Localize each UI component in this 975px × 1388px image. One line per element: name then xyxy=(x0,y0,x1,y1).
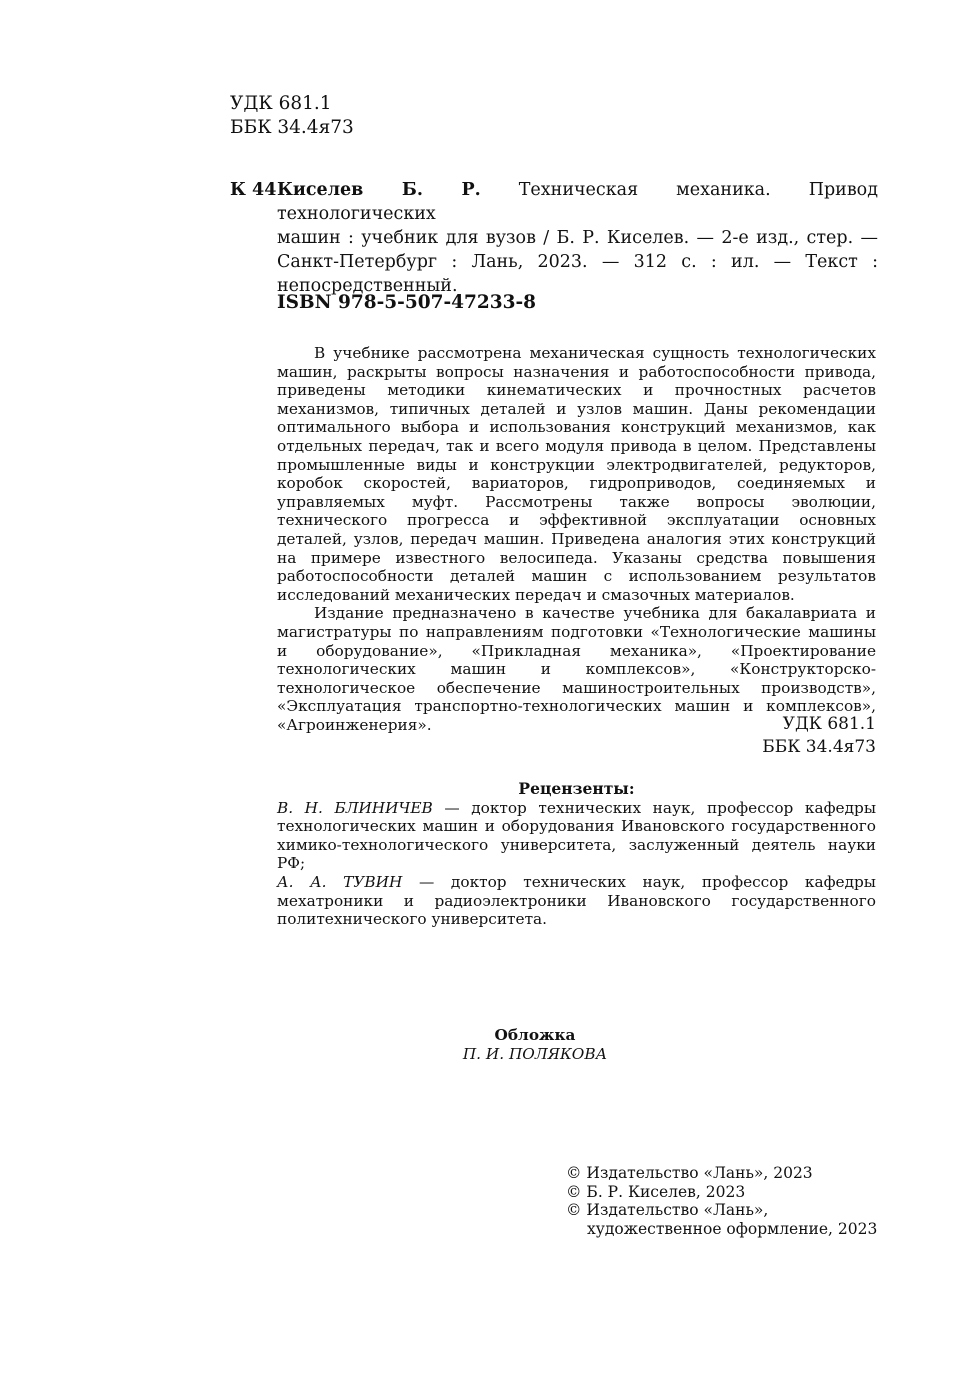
title-line: Техническая механика. Привод технологических xyxy=(277,180,878,224)
copyright-line-3: © Издательство «Лань», xyxy=(566,1201,769,1220)
bottom-classification-codes xyxy=(700,713,876,759)
udk-code-bottom: УДК 681.1 xyxy=(782,714,876,734)
author-mark: К 44 xyxy=(230,180,277,200)
isbn: ISBN 978-5-507-47233-8 xyxy=(277,292,537,313)
author-name: Киселев Б. Р. xyxy=(277,180,481,200)
copyright-line-1: © Издательство «Лань», 2023 xyxy=(566,1164,813,1182)
cover-credit xyxy=(380,1026,690,1063)
bibliographic-description xyxy=(277,178,878,298)
annotation-paragraph-2: Издание предназначено в качестве учебника для бакалавриата и магистратуры по направлениям подготовки «Технологические машины и оборудование», «Прикладная механика», «Проектирование технологических машин и комплексов», «Конструкторско-технологическое обеспечение машиностроительных производств», «Эксплуатация транспортно-технологических машин и комплексов», «Агроинженерия». xyxy=(277,604,876,734)
copyright-block xyxy=(566,1164,886,1238)
reviewer-2-text: — доктор технических наук, профессор кафедры мехатроники и радиоэлектроники Ивановского государственного политехнического университета. xyxy=(277,872,876,929)
reviewer-1 xyxy=(277,799,876,873)
cover-heading: Обложка xyxy=(494,1026,576,1044)
cover-artist: П. И. ПОЛЯКОВА xyxy=(462,1044,608,1063)
reviewer-2-name: А. А. ТУВИН xyxy=(277,872,403,891)
reviewers-section xyxy=(277,780,876,929)
reviewer-2 xyxy=(277,873,876,929)
bbk-code: ББК 34.4я73 xyxy=(230,117,354,138)
copyright-line-2: © Б. Р. Киселев, 2023 xyxy=(566,1182,746,1201)
publication-details: машин : учебник для вузов / Б. Р. Киселев. — 2-е изд., стер. — Санкт-Петербург : Лань, 2023. — 312 с. : ил. — Текст : непосредственный. xyxy=(277,228,878,296)
bbk-code-bottom: ББК 34.4я73 xyxy=(762,737,876,757)
reviewer-1-name: В. Н. БЛИНИЧЕВ xyxy=(277,798,433,817)
udk-code: УДК 681.1 xyxy=(230,93,332,114)
reviewers-heading: Рецензенты: xyxy=(518,779,635,798)
reviewer-1-text: — доктор технических наук, профессор кафедры технологических машин и оборудования Ивановского государственного химико-технологического университета, заслуженный деятель науки РФ; xyxy=(277,798,876,873)
copyright-line-4: художественное оформление, 2023 xyxy=(587,1219,878,1238)
annotation-paragraph-1: В учебнике рассмотрена механическая сущность технологических машин, раскрыты вопросы назначения и работоспособности привода, приведены методики кинематических и прочностных расчетов механизмов, типичных деталей и узлов машин. Даны рекомендации оптимального выбора и использования конструкций механизмов, как отдельных передач, так и всего модуля привода в целом. Представлены промышленные виды и конструкции электродвигателей, редукторов, коробок скоростей, вариаторов, гидроприводов, соединяемых и управляемых муфт. Рассмотрены также вопросы эволюции, технического прогресса и эффективной эксплуатации основных деталей, узлов, передач машин. Приведена аналогия этих конструкций на примере известного велосипеда. Указаны средства повышения работоспособности деталей машин с использованием результатов исследований механических передач и смазочных материалов. xyxy=(277,344,876,604)
top-classification-codes xyxy=(230,92,354,140)
annotation xyxy=(277,344,876,734)
